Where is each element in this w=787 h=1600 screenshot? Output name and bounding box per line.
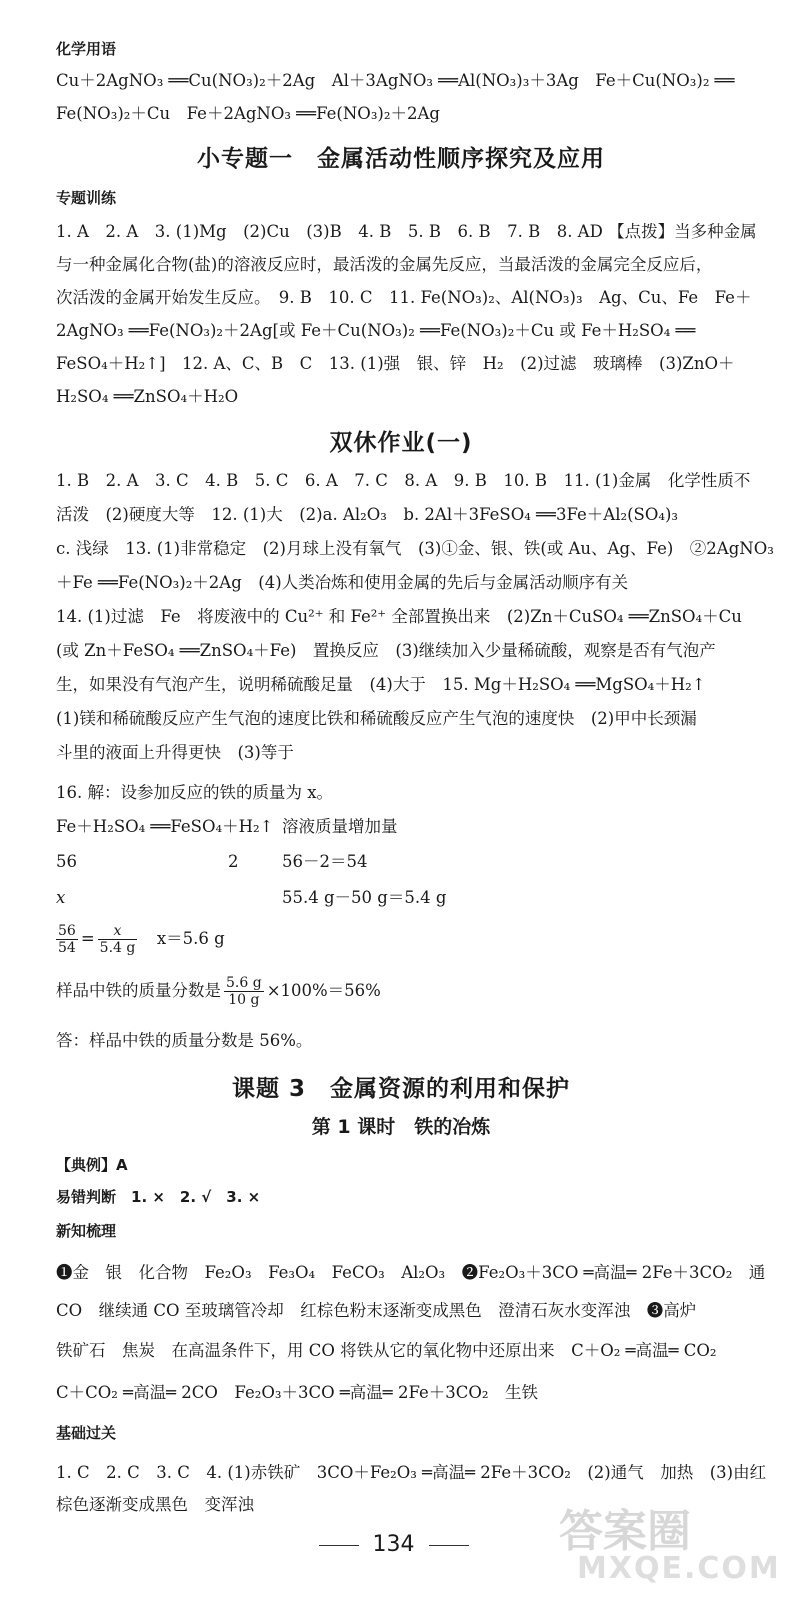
calc-value: 56 <box>56 852 77 871</box>
fraction: $\frac{5.6 g}{10 g}$ <box>226 975 262 1008</box>
section-title: 双休作业(一) <box>329 430 473 456</box>
answer-line: 答：样品中铁的质量分数是 56%。 <box>56 1031 313 1050</box>
fraction: $\frac{56}{54}$ <box>58 923 76 956</box>
text-line: 生，如果没有气泡产生，说明稀硫酸足量 (4)大于 15. Mg＋H₂SO₄ ══MgSO₄＋H₂↑ <box>56 675 706 694</box>
calc-value: 2 <box>228 852 239 871</box>
equation-label: 溶液质量增加量 <box>282 817 398 836</box>
lesson-subtitle: 第 1 课时 铁的冶炼 <box>311 1116 491 1138</box>
text-line: 棕色逐渐变成黑色 变浑浊 <box>56 1495 254 1514</box>
heading-basic: 基础过关 <box>56 1424 117 1442</box>
lesson-title: 课题 3 金属资源的利用和保护 <box>231 1076 570 1102</box>
text-line: 活泼 (2)硬度大等 12. (1)大 (2)a. Al₂O₃ b. 2Al＋3FeSO₄ ══3Fe＋Al₂(SO₄)₃ <box>56 505 679 524</box>
text-line: Cu＋2AgNO₃ ══Cu(NO₃)₂＋2Ag Al＋3AgNO₃ ══Al(NO₃)₃＋3Ag Fe＋Cu(NO₃)₂ ══ <box>56 71 735 90</box>
text-line: 铁矿石 焦炭 在高温条件下，用 CO 将铁从它的氧化物中还原出来 C＋O₂ ═高温═ CO₂ <box>56 1341 717 1360</box>
text-line: 与一种金属化合物(盐)的溶液反应时，最活泼的金属先反应，当最活泼的金属完全反应后， <box>56 255 713 274</box>
text-line: (或 Zn＋FeSO₄ ══ZnSO₄＋Fe) 置换反应 (3)继续加入少量稀硫酸，观察是否有气泡产 <box>56 641 716 660</box>
watermark-logo <box>539 1495 781 1590</box>
text-line: 14. (1)过滤 Fe 将废液中的 Cu²⁺ 和 Fe²⁺ 全部置换出来 (2)Zn＋CuSO₄ ══ZnSO₄＋Cu <box>56 607 742 626</box>
calc-value: 55.4 g－50 g＝5.4 g <box>282 888 447 907</box>
page-number: 134 <box>372 1532 415 1557</box>
heading-training: 专题训练 <box>56 189 117 207</box>
text-line: ❶金 银 化合物 Fe₂O₃ Fe₃O₄ FeCO₃ Al₂O₃ ❷Fe₂O₃＋3CO ═高温═ 2Fe＋3CO₂ 通 <box>56 1263 766 1282</box>
footer-dash <box>319 1545 359 1546</box>
footer-dash <box>429 1545 469 1546</box>
text-line: FeSO₄＋H₂↑] 12. A、C、B C 13. (1)强 银、锌 H₂ (2)过滤 玻璃棒 (3)ZnO＋ <box>56 354 735 373</box>
text-line: 1. C 2. C 3. C 4. (1)赤铁矿 3CO＋Fe₂O₃ ═高温═ 2Fe＋3CO₂ (2)通气 加热 (3)由红 <box>56 1463 767 1482</box>
text-line: H₂SO₄ ══ZnSO₄＋H₂O <box>56 387 239 406</box>
section-title: 小专题一 金属活动性顺序探究及应用 <box>197 146 605 172</box>
text-line: c. 浅绿 13. (1)非常稳定 (2)月球上没有氧气 (3)①金、银、铁(或 Au、Ag、Fe) ②2AgNO₃ <box>56 539 774 558</box>
text-line: 2AgNO₃ ══Fe(NO₃)₂＋2Ag[或 Fe＋Cu(NO₃)₂ ══Fe(NO₃)₂＋Cu 或 Fe＋H₂SO₄ ══ <box>56 321 696 340</box>
calc-value: x <box>56 888 66 907</box>
ratio-equation: $\frac{56}{54}$ = $\frac{x}{5.4 g}$ x＝5.6 g <box>58 923 225 956</box>
heading-chem-terms: 化学用语 <box>56 40 117 58</box>
text-line: CO 继续通 CO 至玻璃管冷却 红棕色粉末逐渐变成黑色 澄清石灰水变浑浊 ❸高炉 <box>56 1301 697 1320</box>
fraction: $\frac{x}{5.4 g}$ <box>99 923 136 956</box>
text-line: C＋CO₂ ═高温═ 2CO Fe₂O₃＋3CO ═高温═ 2Fe＋3CO₂ 生铁 <box>56 1383 539 1402</box>
text-line: 1. A 2. A 3. (1)Mg (2)Cu (3)B 4. B 5. B 6. B 7. B 8. AD 【点拨】当多种金属 <box>56 222 757 241</box>
heading-new-knowledge: 新知梳理 <box>56 1222 117 1240</box>
watermark-brand: 答案圈 <box>559 1506 691 1557</box>
equation: Fe＋H₂SO₄ ══FeSO₄＋H₂↑ <box>56 817 274 836</box>
text-line: (1)镁和稀硫酸反应产生气泡的速度比铁和稀硫酸反应产生气泡的速度快 (2)甲中长颈漏 <box>56 709 697 728</box>
text-line: 1. B 2. A 3. C 4. B 5. C 6. A 7. C 8. A 9. B 10. B 11. (1)金属 化学性质不 <box>56 471 751 490</box>
judge-line: 易错判断 1. × 2. √ 3. × <box>56 1188 261 1206</box>
text-line: ＋Fe ══Fe(NO₃)₂＋2Ag (4)人类冶炼和使用金属的先后与金属活动顺序有关 <box>56 573 629 592</box>
text-line: 斗里的液面上升得更快 (3)等于 <box>56 743 294 762</box>
percent-equation: 样品中铁的质量分数是 $\frac{5.6 g}{10 g}$ ×100%＝56% <box>56 975 381 1008</box>
text-line: Fe(NO₃)₂＋Cu Fe＋2AgNO₃ ══Fe(NO₃)₂＋2Ag <box>56 104 440 123</box>
calc-value: 56－2＝54 <box>282 852 368 871</box>
text-line: 次活泼的金属开始发生反应。 9. B 10. C 11. Fe(NO₃)₂、Al(NO₃)₃ Ag、Cu、Fe Fe＋ <box>56 288 752 307</box>
example-answer: 【典例】A <box>56 1156 128 1174</box>
q16-intro: 16. 解：设参加反应的铁的质量为 x。 <box>56 783 334 802</box>
watermark-site: MXQE.COM <box>577 1551 781 1586</box>
